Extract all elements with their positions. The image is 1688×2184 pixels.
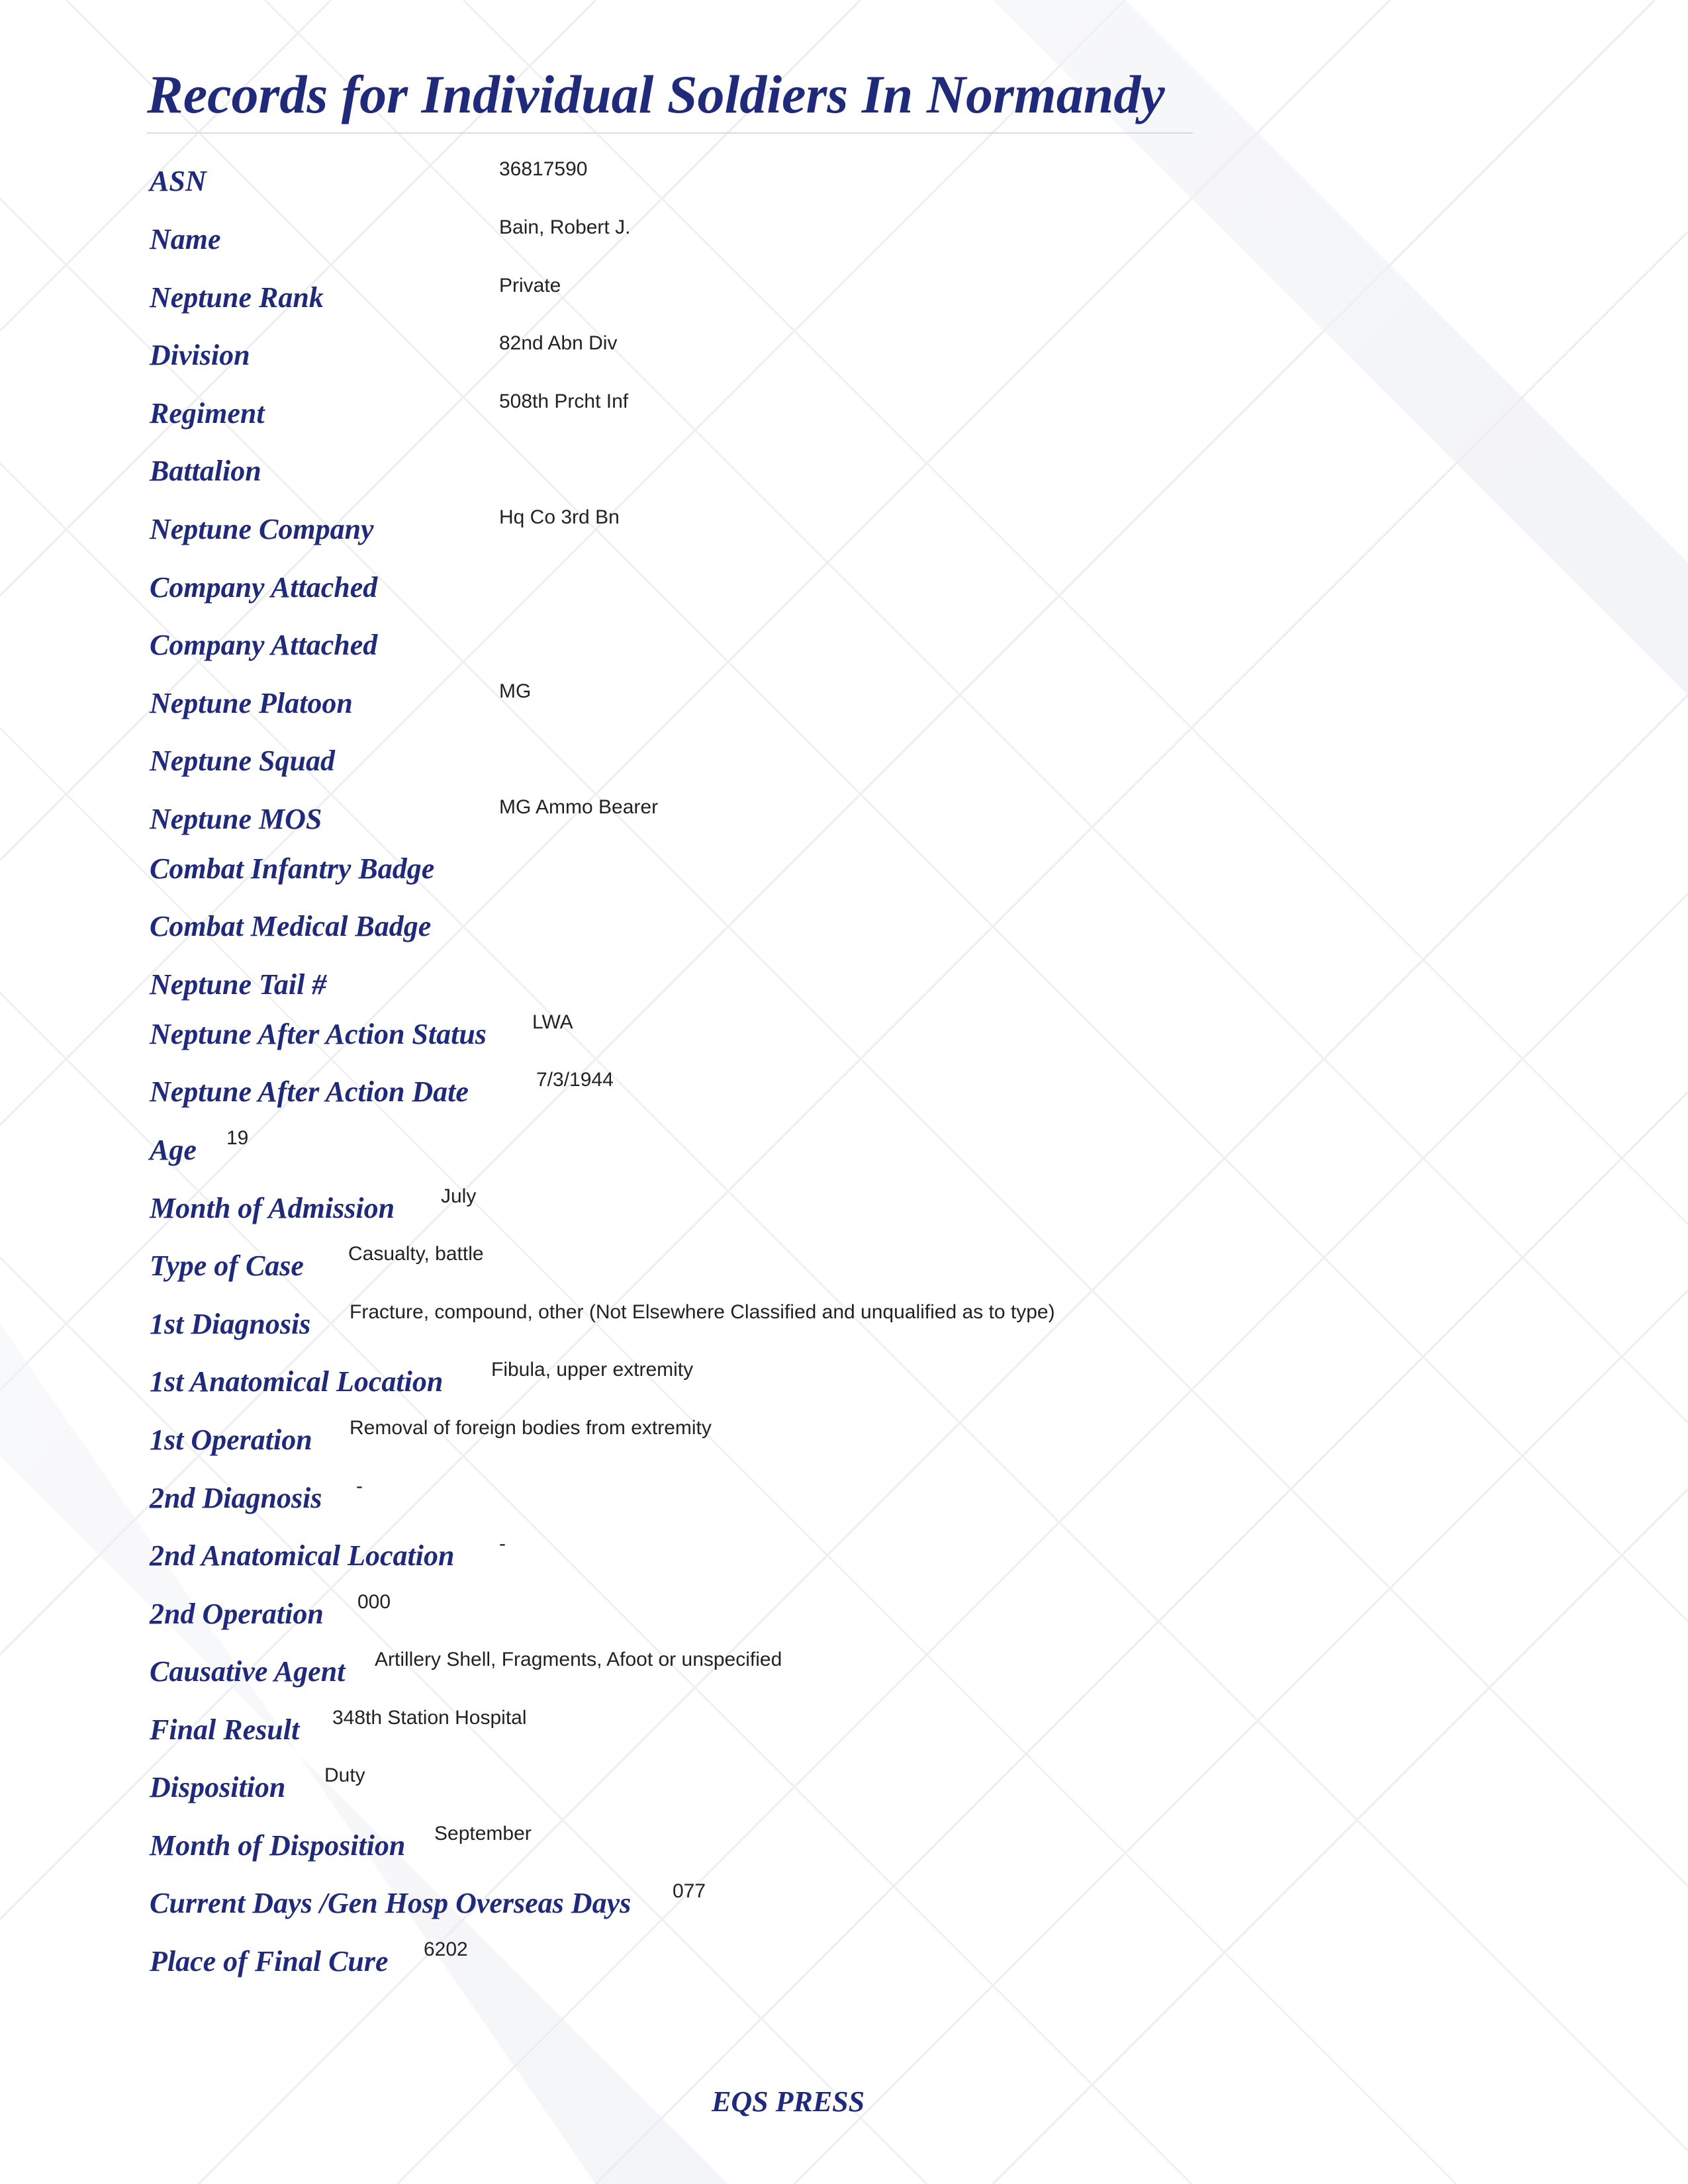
field-value: MG: [499, 680, 532, 702]
field-value: September: [434, 1823, 532, 1844]
field-label: Division: [150, 339, 250, 371]
field-label: Place of Final Cure: [150, 1945, 389, 1978]
field-label: Current Days /Gen Hosp Overseas Days: [150, 1887, 632, 1919]
field-value: Fracture, compound, other (Not Elsewhere Classified and unqualified as to type): [350, 1301, 1055, 1323]
field-label: Neptune Tail #: [150, 968, 327, 1001]
field-label: Combat Medical Badge: [150, 910, 432, 942]
field-label: Month of Admission: [150, 1192, 395, 1224]
field-label: Company Attached: [150, 571, 378, 604]
field-value: 348th Station Hospital: [332, 1707, 527, 1729]
field-value: MG Ammo Bearer: [499, 796, 659, 818]
field-value: Fibula, upper extremity: [491, 1359, 694, 1381]
field-label: Battalion: [150, 455, 261, 487]
field-label: Final Result: [150, 1713, 300, 1746]
field-value: 000: [357, 1591, 391, 1613]
field-value: Artillery Shell, Fragments, Afoot or unspecified: [375, 1649, 782, 1670]
field-label: Regiment: [150, 397, 265, 430]
field-label: Month of Disposition: [150, 1829, 406, 1862]
field-value: 6202: [424, 1938, 468, 1960]
field-label: Age: [150, 1134, 197, 1166]
field-value: Hq Co 3rd Bn: [499, 506, 620, 528]
field-value: Private: [499, 275, 561, 296]
field-label: 2nd Anatomical Location: [150, 1539, 455, 1572]
field-label: Disposition: [150, 1771, 286, 1803]
field-label: Name: [150, 223, 221, 255]
field-value: 19: [226, 1127, 249, 1149]
field-value: 36817590: [499, 158, 588, 180]
field-value: July: [441, 1185, 477, 1207]
field-value: LWA: [532, 1011, 573, 1033]
field-label: Causative Agent: [150, 1655, 346, 1688]
field-value: 508th Prcht Inf: [499, 390, 629, 412]
field-label: Neptune MOS: [150, 803, 322, 835]
field-label: Neptune After Action Status: [150, 1018, 487, 1050]
field-value: 82nd Abn Div: [499, 332, 618, 354]
field-label: 2nd Operation: [150, 1598, 324, 1630]
field-value: Removal of foreign bodies from extremity: [350, 1417, 712, 1439]
field-value: -: [356, 1475, 363, 1497]
field-label: 1st Operation: [150, 1424, 312, 1456]
field-label: ASN: [150, 165, 207, 197]
title-divider: [147, 132, 1193, 134]
field-value: -: [499, 1533, 506, 1555]
publisher-footer: EQS PRESS: [712, 2085, 865, 2118]
field-value: Duty: [324, 1764, 365, 1786]
field-value: Casualty, battle: [348, 1243, 484, 1265]
field-label: Neptune Platoon: [150, 687, 353, 719]
field-label: 1st Diagnosis: [150, 1308, 311, 1340]
field-label: Neptune Company: [150, 513, 374, 545]
page-title: Records for Individual Soldiers In Normandy: [147, 64, 1165, 124]
field-label: Combat Infantry Badge: [150, 852, 435, 885]
field-label: Neptune Squad: [150, 745, 335, 777]
field-label: 2nd Diagnosis: [150, 1482, 322, 1514]
field-label: Neptune After Action Date: [150, 1075, 469, 1108]
field-label: Company Attached: [150, 629, 378, 661]
field-label: Type of Case: [150, 1250, 304, 1282]
field-value: 7/3/1944: [536, 1069, 614, 1091]
field-label: Neptune Rank: [150, 281, 324, 314]
field-label: 1st Anatomical Location: [150, 1365, 444, 1398]
field-value: Bain, Robert J.: [499, 216, 631, 238]
field-value: 077: [673, 1880, 706, 1902]
